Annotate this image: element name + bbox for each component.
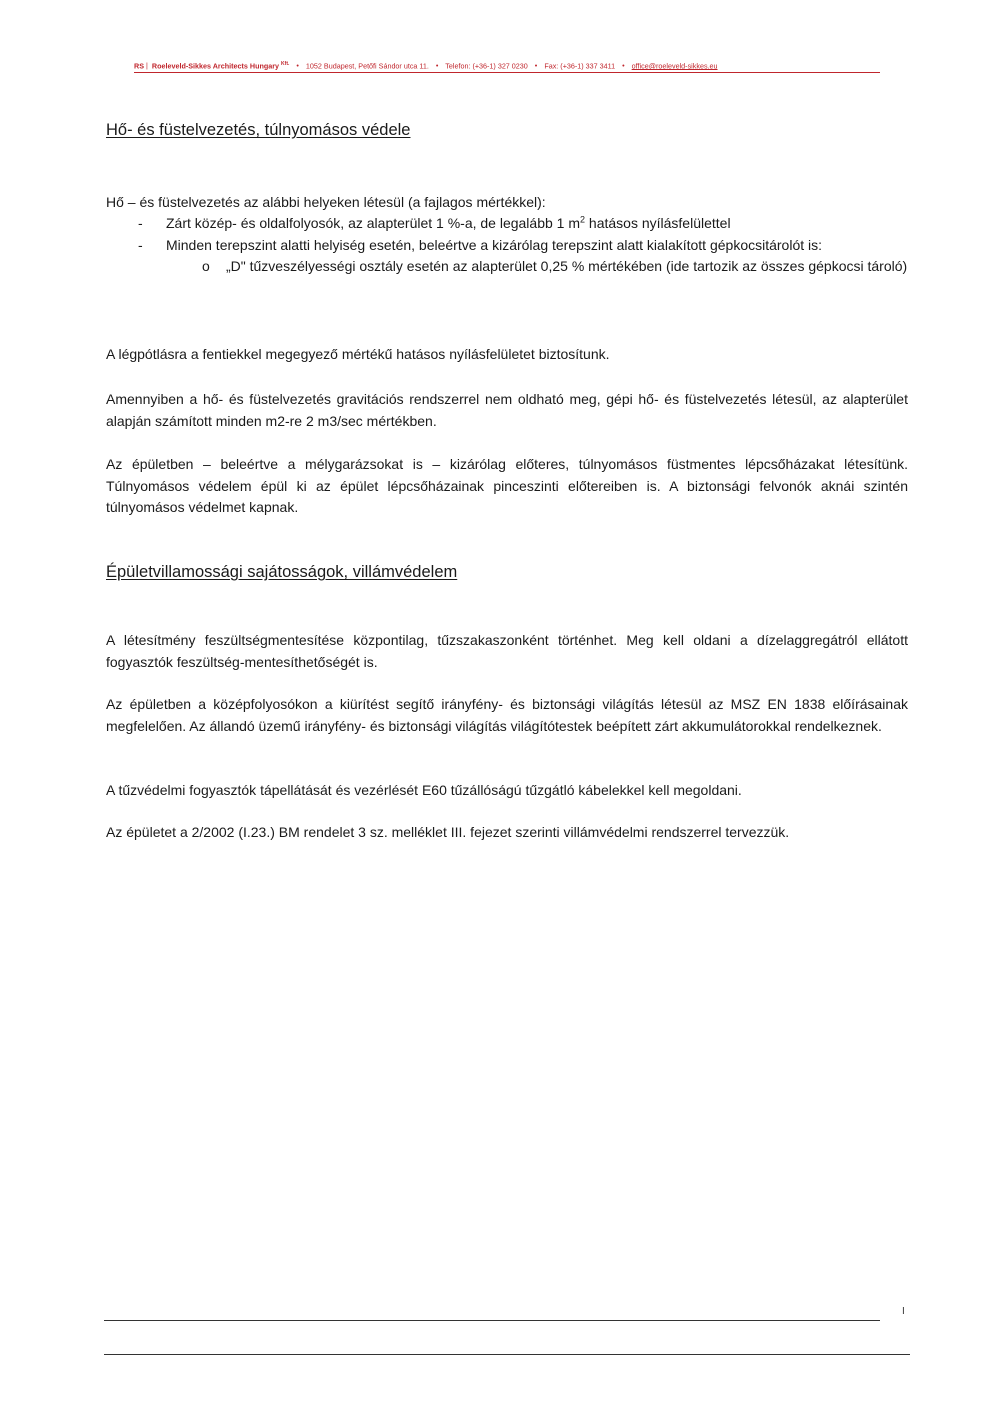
section-title-smoke-extraction: Hő- és füstelvezetés, túlnyomásos védele xyxy=(106,121,411,139)
list-item-text: Zárt közép- és oldalfolyosók, az alapterület 1 %-a, de legalább 1 $m^2$ hatásos nyílásfelülettel xyxy=(166,214,731,231)
list-marker: - xyxy=(138,236,143,253)
section2-paragraph: A tűzvédelmi fogyasztók tápellátását és vezérlését E60 tűzállóságú tűzgátló kábelekkel kell megoldani. xyxy=(106,782,742,798)
list-item-text: Minden terepszint alatti helyiség esetén, beleértve a kizárólag terepszint alatt kialakított gépkocsitárolót is: xyxy=(166,236,823,253)
list-item xyxy=(106,213,908,235)
section2-paragraph: A létesítmény feszültségmentesítése központilag, tűzszakaszonként történhet. Meg kell oldani a dízelaggregátról ellátott fogyasztók feszültség-mentesíthetőségét is. xyxy=(106,632,908,670)
sub-list-item-text: „D" tűzveszélyességi osztály esetén az alapterület 0,25 % mértékében (ide tartozik az összes gépkocsi tároló) xyxy=(226,258,908,274)
letterhead-fax: Fax: (+36-1) 337 3411 xyxy=(544,61,616,71)
section2-paragraph: Az épületet a 2/2002 (I.23.) BM rendelet 3 sz. melléklet III. fejezet szerinti villámvédelmi rendszerrel tervezzük. xyxy=(106,824,790,840)
list-marker: - xyxy=(138,215,143,231)
letterhead-address: 1052 Budapest, Petőfi Sándor utca 11. xyxy=(305,61,429,71)
section1-paragraph: Az épületben – beleértve a mélygarázsokat is – kizárólag előteres, túlnyomásos füstmentes lépcsőházakat létesítünk. Túlnyomásos védelem épül ki az épület lépcsőházainak pinceszinti előtereiben is. A biztonsági felvonók aknái szintén túlnyomásos védelmet kapnak. xyxy=(106,456,908,515)
section1-paragraph: Amennyiben a hő- és füstelvezetés gravitációs rendszerrel nem oldható meg, gépi hő- és füstelvezetés létesül, az alapterület alapján számított minden m2-re 2 m3/sec mértékben. xyxy=(106,391,908,429)
smoke-extraction-list xyxy=(106,213,908,278)
sub-list-item xyxy=(106,256,908,278)
section-title-electrical: Épületvillamossági sajátosságok, villámvédelem xyxy=(106,563,458,581)
letterhead-company-suffix: Kft. xyxy=(281,61,290,67)
sub-list xyxy=(106,256,908,278)
sub-list-marker: o xyxy=(202,258,210,274)
letterhead: RS | Roeleveld-Sikkes Architects Hungary $^{Kft.}$ • 1052 Budapest, Petőfi Sándor utca 11. • Telefon: (+36-1) 327 0230 • Fax: (+36-1) 337 3411 • office@roeleveld-sikkes.eu xyxy=(134,59,880,73)
section1-paragraph: A légpótlásra a fentiekkel megegyező mértékű hatásos nyílásfelületet biztosítunk. xyxy=(106,346,610,362)
letterhead-email-link[interactable]: office@roeleveld-sikkes.eu xyxy=(631,61,718,71)
letterhead-logo-rs: RS xyxy=(134,61,144,71)
letterhead-phone: Telefon: (+36-1) 327 0230 xyxy=(445,61,528,71)
footer-divider xyxy=(104,1320,880,1321)
letterhead-company: Roeleveld-Sikkes Architects Hungary xyxy=(151,61,280,71)
section1-intro: Hő – és füstelvezetés az alábbi helyeken létesül (a fajlagos mértékkel): xyxy=(106,194,546,210)
page-number: I xyxy=(902,1306,905,1317)
footer-divider xyxy=(104,1354,910,1355)
section2-paragraph: Az épületben a középfolyosókon a kiürítést segítő irányfény- és biztonsági világítás létesül az MSZ EN 1838 előírásainak megfelelően. Az állandó üzemű irányfény- és biztonsági világítás világítótestek beépített zárt akkumulátorokkal rendelkeznek. xyxy=(106,696,908,734)
list-item xyxy=(106,235,908,278)
